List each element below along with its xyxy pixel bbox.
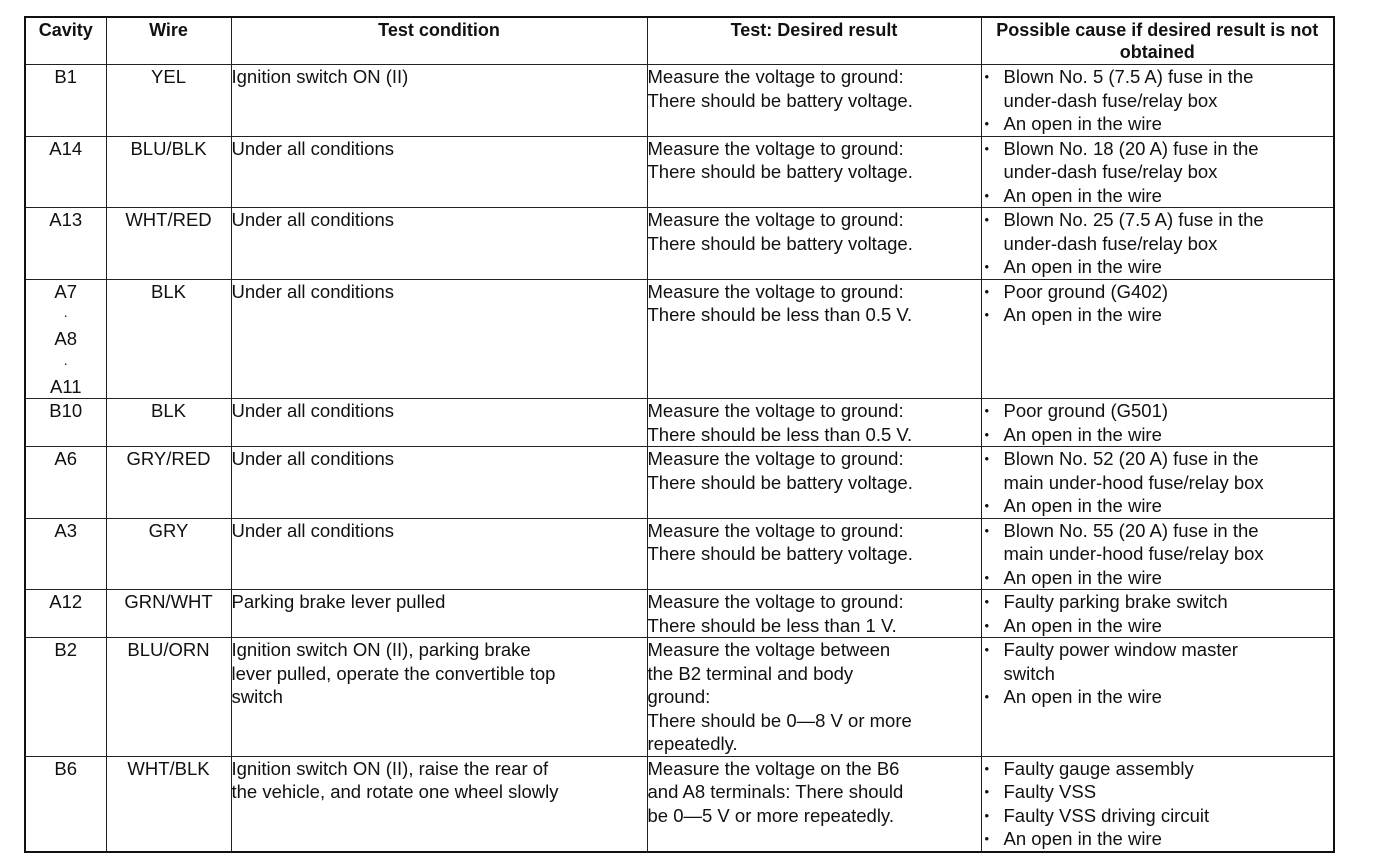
cause-item xyxy=(982,65,1334,112)
cell-cavity xyxy=(25,65,106,137)
condition-line: Parking brake lever pulled xyxy=(231,591,446,612)
result-line: There should be less than 0.5 V. xyxy=(647,304,913,325)
table-row xyxy=(25,756,1334,852)
result-line: repeatedly. xyxy=(647,733,738,754)
cause-item xyxy=(982,184,1334,208)
condition-line: Under all conditions xyxy=(231,519,394,541)
cell-test-condition xyxy=(231,447,647,519)
cell-cavity xyxy=(25,447,106,519)
cell-test-condition xyxy=(231,518,647,590)
result-line: and A8 terminals: There should xyxy=(647,781,904,802)
cell-wire: GRY xyxy=(106,518,231,590)
cell-possible-cause xyxy=(981,756,1334,852)
cause-line: • Faulty power window master xyxy=(1003,639,1238,660)
result-line: ground: xyxy=(647,686,711,707)
cell-wire: BLU/ORN xyxy=(106,638,231,757)
cause-item xyxy=(982,447,1334,494)
cell-cavity xyxy=(25,208,106,280)
cause-line: main under-hood fuse/relay box xyxy=(1003,543,1264,564)
result-line: be 0—5 V or more repeatedly. xyxy=(647,804,894,826)
cell-desired-result xyxy=(647,279,981,399)
cavity-label: A3 xyxy=(54,519,78,541)
result-line: There should be 0—8 V or more xyxy=(647,709,912,731)
cell-cavity xyxy=(25,399,106,447)
cause-item xyxy=(982,519,1334,566)
header-wire: Wire xyxy=(106,17,231,65)
cause-item xyxy=(982,614,1334,638)
header-test-condition: Test condition xyxy=(231,17,647,65)
cause-item xyxy=(982,685,1334,709)
cause-line: under-dash fuse/relay box xyxy=(1003,161,1218,182)
cell-possible-cause xyxy=(981,279,1334,399)
cause-line: • Blown No. 5 (7.5 A) fuse in the xyxy=(1003,66,1254,87)
condition-line: Under all conditions xyxy=(231,448,394,469)
cell-test-condition xyxy=(231,279,647,399)
cell-desired-result xyxy=(647,518,981,590)
result-line: Measure the voltage to ground: xyxy=(647,519,904,541)
cell-possible-cause xyxy=(981,638,1334,757)
cell-possible-cause xyxy=(981,65,1334,137)
cell-desired-result xyxy=(647,208,981,280)
result-line: Measure the voltage to ground: xyxy=(647,137,904,159)
cavity-label: A6 xyxy=(54,448,78,469)
table-row xyxy=(25,518,1334,590)
cause-item xyxy=(982,780,1334,804)
cause-line: • An open in the wire xyxy=(1003,423,1162,445)
cause-line: • An open in the wire xyxy=(1003,566,1162,588)
result-line: Measure the voltage between xyxy=(647,639,891,660)
cause-line: • An open in the wire xyxy=(1003,828,1162,849)
result-line: Measure the voltage to ground: xyxy=(647,448,904,469)
cause-line: • Faulty gauge assembly xyxy=(1003,757,1194,779)
table-row xyxy=(25,279,1334,399)
header-cavity: Cavity xyxy=(25,17,106,65)
cause-line: • Blown No. 25 (7.5 A) fuse in the xyxy=(1003,209,1264,230)
cell-wire: BLK xyxy=(106,399,231,447)
result-line: There should be battery voltage. xyxy=(647,232,913,254)
cavity-label: A8 xyxy=(54,328,78,349)
cause-item xyxy=(982,590,1334,614)
table-row xyxy=(25,447,1334,519)
cell-test-condition xyxy=(231,756,647,852)
cavity-label: A7 xyxy=(54,280,78,302)
result-line: Measure the voltage to ground: xyxy=(647,66,904,87)
cell-cavity xyxy=(25,279,106,399)
cavity-label: A13 xyxy=(49,209,83,230)
cell-test-condition xyxy=(231,208,647,280)
condition-line: the vehicle, and rotate one wheel slowly xyxy=(231,781,559,802)
cause-line: • An open in the wire xyxy=(1003,304,1162,325)
cell-desired-result xyxy=(647,136,981,208)
cause-item xyxy=(982,494,1334,518)
cell-possible-cause xyxy=(981,518,1334,590)
cell-wire: GRY/RED xyxy=(106,447,231,519)
cause-line: main under-hood fuse/relay box xyxy=(1003,471,1264,493)
cause-line: • An open in the wire xyxy=(1003,495,1162,516)
cell-test-condition xyxy=(231,638,647,757)
condition-line: Under all conditions xyxy=(231,137,394,159)
cause-item xyxy=(982,137,1334,184)
cell-wire: BLU/BLK xyxy=(106,136,231,208)
cell-test-condition xyxy=(231,590,647,638)
cavity-label: B6 xyxy=(54,757,78,779)
result-line: Measure the voltage to ground: xyxy=(647,209,904,230)
cause-item xyxy=(982,804,1334,828)
result-line: Measure the voltage on the B6 xyxy=(647,757,900,779)
result-line: There should be battery voltage. xyxy=(647,543,913,564)
cell-cavity xyxy=(25,518,106,590)
cell-desired-result xyxy=(647,399,981,447)
cause-line: • Faulty VSS driving circuit xyxy=(1003,804,1210,826)
cause-line: • An open in the wire xyxy=(1003,614,1162,636)
cell-cavity xyxy=(25,136,106,208)
cell-possible-cause xyxy=(981,136,1334,208)
cause-line: • An open in the wire xyxy=(1003,113,1162,134)
cause-line: • Poor ground (G501) xyxy=(1003,400,1169,421)
cell-test-condition xyxy=(231,65,647,137)
cavity-label: B2 xyxy=(54,639,78,660)
condition-line: Ignition switch ON (II), raise the rear of xyxy=(231,757,549,779)
cell-possible-cause xyxy=(981,399,1334,447)
cause-item xyxy=(982,566,1334,590)
cause-item xyxy=(982,757,1334,781)
table-row xyxy=(25,590,1334,638)
cell-wire: BLK xyxy=(106,279,231,399)
result-line: Measure the voltage to ground: xyxy=(647,591,904,612)
cavity-label: A14 xyxy=(49,137,83,159)
cell-desired-result xyxy=(647,756,981,852)
table-row xyxy=(25,208,1334,280)
cause-line: • Faulty VSS xyxy=(1003,781,1097,802)
condition-line: switch xyxy=(231,686,283,707)
cavity-separator: · xyxy=(63,307,69,323)
result-line: There should be battery voltage. xyxy=(647,471,913,493)
cause-line: under-dash fuse/relay box xyxy=(1003,232,1218,254)
cell-cavity xyxy=(25,638,106,757)
cell-desired-result xyxy=(647,65,981,137)
cell-desired-result xyxy=(647,638,981,757)
cell-desired-result xyxy=(647,447,981,519)
cause-line: • Poor ground (G402) xyxy=(1003,280,1169,302)
cause-item xyxy=(982,280,1334,304)
cell-possible-cause xyxy=(981,590,1334,638)
cell-cavity xyxy=(25,756,106,852)
table-header-row xyxy=(25,17,1334,65)
diagnostic-table xyxy=(24,16,1335,853)
cell-test-condition xyxy=(231,399,647,447)
cell-wire: WHT/BLK xyxy=(106,756,231,852)
cause-item xyxy=(982,208,1334,255)
result-line: There should be battery voltage. xyxy=(647,161,913,182)
cavity-label: B1 xyxy=(54,66,78,87)
cell-desired-result xyxy=(647,590,981,638)
cause-line: • Blown No. 52 (20 A) fuse in the xyxy=(1003,448,1259,469)
cause-line: under-dash fuse/relay box xyxy=(1003,89,1218,111)
cavity-label: A12 xyxy=(49,591,83,612)
result-line: Measure the voltage to ground: xyxy=(647,400,904,421)
cell-cavity xyxy=(25,590,106,638)
cause-line: • An open in the wire xyxy=(1003,184,1162,206)
result-line: There should be less than 0.5 V. xyxy=(647,423,913,445)
cell-test-condition xyxy=(231,136,647,208)
table-body xyxy=(25,65,1334,852)
table-row xyxy=(25,399,1334,447)
cause-item xyxy=(982,827,1334,851)
cell-wire: WHT/RED xyxy=(106,208,231,280)
cavity-label: B10 xyxy=(49,400,83,421)
cause-line: • An open in the wire xyxy=(1003,256,1162,277)
cause-item xyxy=(982,423,1334,447)
table-row xyxy=(25,638,1334,757)
cell-wire: YEL xyxy=(106,65,231,137)
cause-line: • Blown No. 55 (20 A) fuse in the xyxy=(1003,519,1259,541)
header-possible-cause: Possible cause if desired result is not obtained xyxy=(981,17,1334,65)
cell-possible-cause xyxy=(981,447,1334,519)
result-line: Measure the voltage to ground: xyxy=(647,280,904,302)
result-line: the B2 terminal and body xyxy=(647,662,854,684)
cause-line: • Faulty parking brake switch xyxy=(1003,591,1228,612)
cause-item xyxy=(982,399,1334,423)
cause-line: • An open in the wire xyxy=(1003,686,1162,707)
cell-wire: GRN/WHT xyxy=(106,590,231,638)
cause-item xyxy=(982,638,1334,685)
cause-item xyxy=(982,255,1334,279)
cavity-separator: · xyxy=(63,354,69,371)
cause-item xyxy=(982,112,1334,136)
condition-line: Under all conditions xyxy=(231,280,394,302)
header-desired-result: Test: Desired result xyxy=(647,17,981,65)
cause-item xyxy=(982,303,1334,327)
condition-line: Under all conditions xyxy=(231,209,394,230)
cell-possible-cause xyxy=(981,208,1334,280)
table-row xyxy=(25,65,1334,137)
result-line: There should be less than 1 V. xyxy=(647,614,897,636)
cause-line: switch xyxy=(1003,662,1055,684)
condition-line: Under all conditions xyxy=(231,400,394,421)
condition-line: lever pulled, operate the convertible top xyxy=(231,662,556,684)
cavity-label: A11 xyxy=(49,375,82,397)
condition-line: Ignition switch ON (II), parking brake xyxy=(231,639,531,660)
condition-line: Ignition switch ON (II) xyxy=(231,66,409,87)
result-line: There should be battery voltage. xyxy=(647,89,913,111)
cause-line: • Blown No. 18 (20 A) fuse in the xyxy=(1003,137,1259,159)
table-row xyxy=(25,136,1334,208)
